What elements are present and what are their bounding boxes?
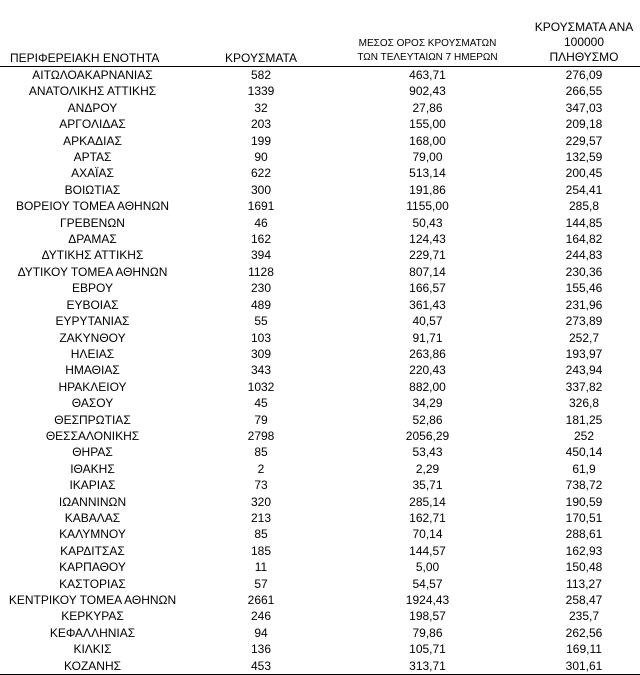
table-row [0, 608, 640, 624]
average-7day-cell: 220,43 [409, 363, 446, 378]
cases-cell: 582 [250, 68, 272, 82]
average-7day-cell: 105,71 [409, 642, 446, 657]
per-100k-cell: 132,59 [565, 150, 603, 165]
average-7day-cell: 263,86 [409, 346, 446, 361]
table-row [0, 346, 640, 362]
cases-cell: 1691 [247, 199, 275, 214]
table-row [0, 247, 640, 263]
average-7day-cell: 361,43 [409, 297, 446, 312]
table-row [0, 264, 640, 280]
per-100k-cell: 337,82 [565, 379, 603, 394]
regional-unit-cell: ΙΚΑΡΙΑΣ [69, 478, 116, 493]
regional-unit-cell: ΚΑΛΥΜΝΟΥ [59, 527, 126, 542]
cases-cell: 213 [250, 510, 272, 525]
average-7day-cell: 902,43 [409, 84, 446, 99]
per-100k-cell: 266,55 [565, 84, 603, 99]
header-cases-per-100k-line2: ΠΛΗΘΥΣΜΟ [549, 50, 619, 64]
regional-unit-cell: ΕΒΡΟΥ [72, 281, 113, 296]
cases-cell: 199 [250, 133, 272, 148]
regional-unit-cell: ΗΛΕΙΑΣ [70, 346, 115, 361]
per-100k-cell: 301,61 [500, 658, 640, 675]
average-7day-cell: 40,57 [412, 314, 443, 329]
regional-unit-cell: ΕΥΡΥΤΑΝΙΑΣ [55, 314, 130, 329]
regional-unit-cell: ΚΑΡΔΙΤΣΑΣ [60, 543, 125, 558]
table-row [0, 362, 640, 378]
regional-unit-cell: ΙΩΑΝΝΙΝΩΝ [58, 494, 127, 509]
average-7day-cell: 70,14 [412, 527, 443, 542]
cases-cell: 2661 [247, 593, 275, 607]
per-100k-cell: 235,7 [568, 609, 600, 624]
table-row [0, 444, 640, 460]
table-row [0, 543, 640, 559]
table-row [0, 198, 640, 214]
cases-cell: 230 [250, 281, 272, 296]
average-7day-cell: 54,57 [412, 576, 443, 591]
average-7day-cell: 91,71 [412, 330, 443, 345]
table-header [0, 20, 640, 67]
header-row [0, 20, 640, 67]
average-7day-cell: 124,43 [409, 232, 446, 247]
regional-unit-cell: ΚΑΒΑΛΑΣ [64, 510, 121, 525]
per-100k-cell: 262,56 [565, 625, 603, 640]
table-row [0, 477, 640, 493]
regional-unit-cell: ΑΝΑΤΟΛΙΚΗΣ ΑΤΤΙΚΗΣ [28, 84, 157, 99]
table-row [0, 313, 640, 329]
table-row [0, 658, 640, 675]
per-100k-cell: 150,48 [565, 560, 603, 575]
per-100k-cell: 113,27 [566, 576, 602, 591]
average-7day-cell: 5,00 [415, 560, 440, 575]
per-100k-cell: 254,41 [565, 182, 603, 197]
table-body [0, 67, 640, 675]
per-100k-cell: 288,61 [565, 527, 603, 542]
regional-unit-cell: ΘΕΣΣΑΛΟΝΙΚΗΣ [45, 428, 140, 443]
regional-unit-cell: ΒΟΡΕΙΟΥ ΤΟΜΕΑ ΑΘΗΝΩΝ [15, 199, 170, 214]
regional-unit-cell: ΚΟΖΑΝΗΣ [0, 658, 185, 675]
table-row [0, 67, 640, 84]
cases-cell: 136 [250, 642, 272, 657]
table-row [0, 494, 640, 510]
per-100k-cell: 200,45 [565, 166, 603, 181]
cases-cell: 32 [254, 100, 268, 115]
regional-unit-cell: ΑΧΑΪΑΣ [71, 166, 114, 181]
cases-cell: 85 [254, 527, 268, 542]
regional-unit-cell: ΗΡΑΚΛΕΙΟΥ [58, 379, 127, 394]
table-row [0, 165, 640, 181]
per-100k-cell: 326,8 [568, 396, 600, 411]
per-100k-cell: 285,8 [568, 199, 600, 214]
regional-unit-cell: ΗΜΑΘΙΑΣ [65, 363, 120, 378]
cases-cell: 11 [254, 560, 268, 575]
cases-cell: 45 [254, 396, 268, 411]
table-row [0, 182, 640, 198]
table-row [0, 510, 640, 526]
per-100k-cell: 190,59 [565, 494, 603, 509]
cases-cell: 2798 [247, 428, 275, 443]
average-7day-cell: 2,29 [415, 461, 440, 476]
average-7day-cell: 144,57 [409, 543, 446, 558]
average-7day-cell: 155,00 [409, 117, 446, 132]
table-row [0, 592, 640, 608]
table-row [0, 641, 640, 657]
per-100k-cell: 738,72 [565, 478, 603, 493]
table-row [0, 412, 640, 428]
cases-cell: 55 [254, 314, 268, 329]
cases-cell: 453 [185, 658, 325, 675]
table-row [0, 215, 640, 231]
cases-cell: 90 [254, 150, 268, 165]
cases-cell: 103 [250, 330, 272, 345]
average-7day-cell: 285,14 [409, 494, 446, 509]
cases-cell: 85 [254, 445, 268, 460]
table-row [0, 576, 640, 592]
regional-unit-cell: ΑΡΓΟΛΙΔΑΣ [59, 117, 126, 132]
table-row [0, 625, 640, 641]
header-cases-per-100k-line1: ΚΡΟΥΣΜΑΤΑ ΑΝΑ 100000 [534, 20, 634, 49]
per-100k-cell: 162,93 [565, 543, 603, 558]
average-7day-cell: 166,57 [409, 281, 446, 296]
per-100k-cell: 164,82 [565, 232, 603, 247]
table-row [0, 83, 640, 99]
per-100k-cell: 193,97 [565, 346, 603, 361]
table-row [0, 116, 640, 132]
average-7day-cell: 807,14 [409, 264, 446, 279]
table-row [0, 461, 640, 477]
header-regional-unit: ΠΕΡΙΦΕΡΕΙΑΚΗ ΕΝΟΤΗΤΑ [0, 20, 185, 67]
per-100k-cell: 230,36 [565, 264, 603, 279]
per-100k-cell: 258,47 [565, 593, 603, 607]
cases-cell: 73 [254, 478, 268, 493]
average-7day-cell: 198,57 [409, 609, 446, 624]
regional-unit-cell: ΑΝΔΡΟΥ [67, 100, 118, 115]
regional-unit-cell: ΘΑΣΟΥ [71, 396, 114, 411]
per-100k-cell: 450,14 [565, 445, 603, 460]
per-100k-cell: 273,89 [565, 314, 603, 329]
average-7day-cell: 79,00 [412, 150, 443, 165]
table-row [0, 297, 640, 313]
table-row [0, 330, 640, 346]
average-7day-cell: 162,71 [409, 510, 446, 525]
table-row [0, 379, 640, 395]
regional-unit-cell: ΖΑΚΥΝΘΟΥ [59, 330, 126, 345]
per-100k-cell: 209,18 [565, 117, 603, 132]
per-100k-cell: 229,57 [565, 133, 603, 148]
table-row [0, 526, 640, 542]
regional-unit-cell: ΔΥΤΙΚΟΥ ΤΟΜΕΑ ΑΘΗΝΩΝ [17, 264, 168, 279]
average-7day-cell: 35,71 [412, 478, 443, 493]
regional-unit-cell: ΚΙΛΚΙΣ [73, 642, 112, 657]
per-100k-cell: 61,9 [572, 461, 596, 476]
average-7day-cell: 79,86 [412, 625, 443, 640]
average-7day-cell: 229,71 [409, 248, 446, 263]
average-7day-cell: 513,14 [409, 166, 446, 181]
regional-unit-cell: ΚΕΝΤΡΙΚΟΥ ΤΟΜΕΑ ΑΘΗΝΩΝ [8, 593, 177, 607]
cases-cell: 309 [250, 346, 272, 361]
regional-unit-cell: ΚΕΦΑΛΛΗΝΙΑΣ [49, 625, 136, 640]
average-7day-cell: 1924,43 [405, 593, 450, 607]
per-100k-cell: 169,11 [566, 642, 602, 657]
cases-cell: 185 [250, 543, 272, 558]
regional-unit-cell: ΘΕΣΠΡΩΤΙΑΣ [54, 412, 131, 427]
average-7day-cell: 313,71 [325, 658, 500, 675]
cases-cell: 57 [254, 576, 268, 591]
per-100k-cell: 144,85 [565, 215, 603, 230]
average-7day-cell: 34,29 [412, 396, 443, 411]
header-cases-per-100k [500, 20, 640, 67]
cases-cell: 2 [257, 461, 265, 476]
regional-unit-cell: ΚΑΡΠΑΘΟΥ [59, 560, 126, 575]
per-100k-cell: 181,25 [565, 412, 603, 427]
cases-cell: 246 [250, 609, 272, 624]
average-7day-cell: 168,00 [409, 133, 446, 148]
average-7day-cell: 463,71 [409, 68, 446, 82]
per-100k-cell: 276,09 [565, 68, 603, 82]
per-100k-cell: 170,51 [565, 510, 603, 525]
header-cases: ΚΡΟΥΣΜΑΤΑ [185, 20, 325, 67]
average-7day-cell: 27,86 [412, 100, 443, 115]
table-row [0, 559, 640, 575]
table-row [0, 231, 640, 247]
cases-cell: 1339 [247, 84, 275, 99]
cases-cell: 203 [250, 117, 272, 132]
covid-cases-table [0, 20, 640, 675]
average-7day-cell: 50,43 [412, 215, 443, 230]
table-row [0, 149, 640, 165]
per-100k-cell: 252,7 [568, 330, 600, 345]
average-7day-cell: 52,86 [412, 412, 443, 427]
header-7day-average-line1: ΜΕΣΟΣ ΟΡΟΣ ΚΡΟΥΣΜΑΤΩΝ [358, 38, 497, 49]
table-row [0, 100, 640, 116]
cases-cell: 1032 [247, 379, 275, 394]
per-100k-cell: 243,94 [565, 363, 603, 378]
regional-unit-cell: ΘΗΡΑΣ [72, 445, 113, 460]
cases-cell: 489 [250, 297, 272, 312]
average-7day-cell: 882,00 [409, 379, 446, 394]
regional-unit-cell: ΚΑΣΤΟΡΙΑΣ [59, 576, 126, 591]
header-7day-average [325, 20, 500, 67]
cases-cell: 343 [250, 363, 272, 378]
cases-cell: 79 [254, 412, 268, 427]
regional-unit-cell: ΙΘΑΚΗΣ [70, 461, 115, 476]
cases-cell: 622 [250, 166, 272, 181]
regional-unit-cell: ΓΡΕΒΕΝΩΝ [60, 215, 125, 230]
regional-unit-cell: ΑΡΤΑΣ [73, 150, 112, 165]
cases-cell: 162 [250, 232, 272, 247]
regional-unit-cell: ΔΡΑΜΑΣ [68, 232, 117, 247]
header-7day-average-line2: ΤΩΝ ΤΕΛΕΥΤΑΙΩΝ 7 ΗΜΕΡΩΝ [357, 52, 498, 63]
cases-cell: 300 [250, 182, 272, 197]
cases-cell: 94 [254, 625, 268, 640]
average-7day-cell: 53,43 [412, 445, 443, 460]
regional-unit-cell: ΒΟΙΩΤΙΑΣ [64, 182, 121, 197]
regional-unit-cell: ΔΥΤΙΚΗΣ ΑΤΤΙΚΗΣ [41, 248, 144, 263]
per-100k-cell: 155,46 [565, 281, 603, 296]
regional-unit-cell: ΕΥΒΟΙΑΣ [66, 297, 119, 312]
table-row [0, 395, 640, 411]
average-7day-cell: 191,86 [409, 182, 446, 197]
cases-cell: 1128 [248, 264, 274, 279]
cases-cell: 394 [250, 248, 272, 263]
per-100k-cell: 231,96 [565, 297, 603, 312]
cases-cell: 46 [254, 215, 268, 230]
per-100k-cell: 252 [573, 428, 595, 443]
regional-unit-cell: ΚΕΡΚΥΡΑΣ [61, 609, 124, 624]
table-row [0, 428, 640, 444]
per-100k-cell: 347,03 [565, 100, 603, 115]
regional-unit-cell: ΑΙΤΩΛΟΑΚΑΡΝΑΝΙΑΣ [32, 68, 153, 82]
regional-unit-cell: ΑΡΚΑΔΙΑΣ [63, 133, 122, 148]
cases-cell: 320 [250, 494, 272, 509]
table-row [0, 280, 640, 296]
table-row [0, 133, 640, 149]
average-7day-cell: 1155,00 [406, 199, 449, 214]
average-7day-cell: 2056,29 [405, 428, 450, 443]
per-100k-cell: 244,83 [565, 248, 603, 263]
